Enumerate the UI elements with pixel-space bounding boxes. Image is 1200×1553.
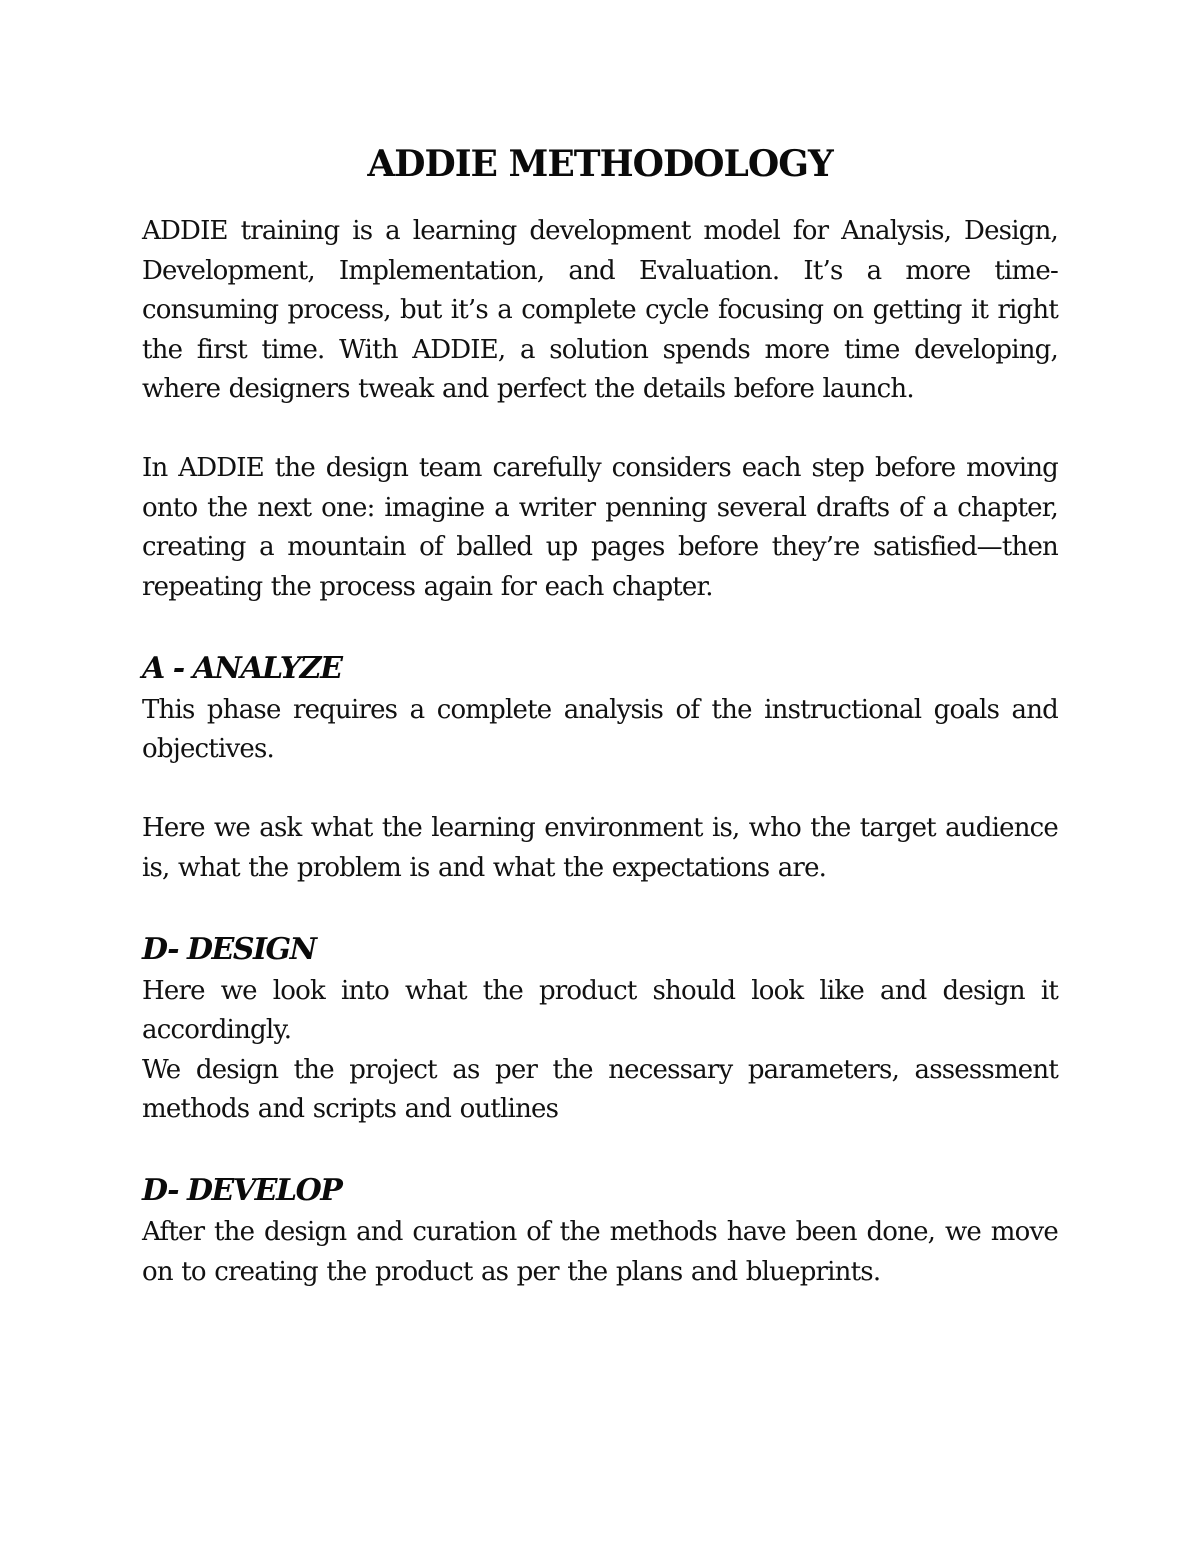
- section-heading-analyze: A - ANALYZE: [142, 650, 342, 686]
- develop-paragraph-1: After the design and curation of the methods have been done, we move on to creating the product as per the plans and blueprints.: [142, 1217, 1058, 1287]
- design-paragraph-1: Here we look into what the product should look like and design it accordingly.: [142, 975, 1058, 1045]
- analyze-paragraph-2: Here we ask what the learning environment is, who the target audience is, what the problem is and what the expectations are.: [142, 813, 1058, 883]
- document-body: [142, 138, 1058, 1292]
- intro-paragraph-1: ADDIE training is a learning development model for Analysis, Design, Development, Implementation, and Evaluation. It’s a more time-consuming process, but it’s a complete cycle focusing on getting it right the first time. With ADDIE, a solution spends more time developing, where designers tweak and perfect the details before launch.: [142, 216, 1058, 404]
- spacer: [142, 1130, 1058, 1170]
- design-paragraph-2: We design the project as per the necessary parameters, assessment methods and scripts and outlines: [142, 1054, 1058, 1124]
- intro-paragraph-2: In ADDIE the design team carefully considers each step before moving onto the next one: imagine a writer penning several drafts of a chapter, creating a mountain of balled up pages before they’re satisfied—then repeating the process again for each chapter.: [142, 453, 1058, 602]
- page-title: ADDIE METHODOLOGY: [367, 143, 833, 185]
- section-heading-develop: D- DEVELOP: [142, 1173, 342, 1208]
- spacer: [142, 410, 1058, 450]
- section-heading-design: D- DESIGN: [142, 931, 316, 967]
- spacer: [142, 888, 1058, 928]
- spacer: [142, 607, 1058, 647]
- spacer: [142, 770, 1058, 810]
- analyze-paragraph-1: This phase requires a complete analysis of the instructional goals and objectives.: [142, 694, 1058, 764]
